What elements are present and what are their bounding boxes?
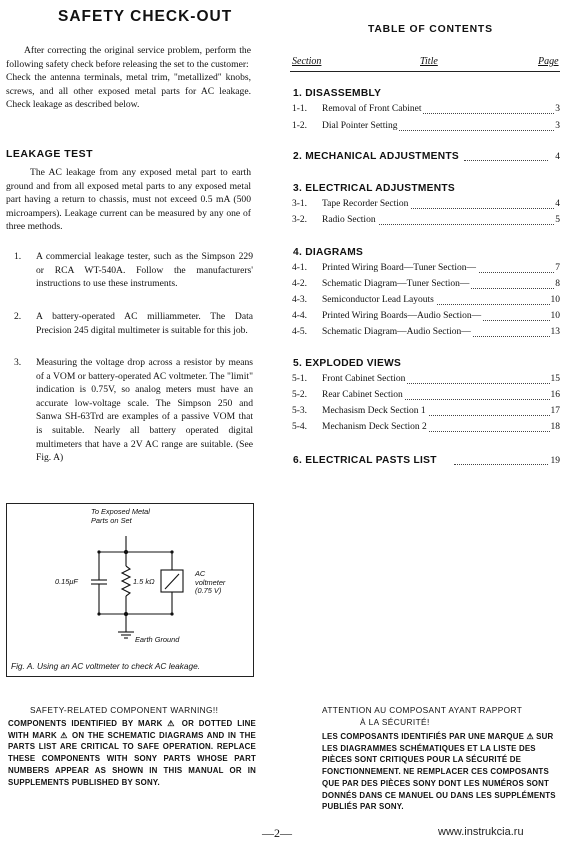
toc-entry-number: 1-2.: [292, 121, 308, 131]
toc-entry-number: 5-4.: [292, 422, 308, 432]
toc-entry-title: Removal of Front Cabinet: [322, 104, 422, 114]
toc-entry: [292, 327, 560, 341]
toc-entry: [292, 121, 560, 135]
toc-leader-dots: [454, 464, 548, 465]
intro-text: [6, 44, 251, 112]
toc-entry-page: 13: [550, 327, 560, 337]
leakage-test-paragraph: The AC leakage from any exposed metal part to earth ground and from all exposed metal parts to any exposed metal part having a return to chassis, must not exceed 0.5 mA (500 microampers). Leakage current can be measured by any one of three methods.: [6, 167, 251, 233]
toc-entry: [292, 374, 560, 388]
toc-section-heading: 3. ELECTRICAL ADJUSTMENTS: [293, 183, 456, 194]
toc-entry-title: Printed Wiring Board—Tuner Section—: [322, 263, 476, 273]
earth-ground-label: Earth Ground: [135, 635, 180, 644]
toc-column-title: Title: [420, 56, 438, 67]
toc-entry: [292, 390, 560, 404]
toc-entry-title: Dial Pointer Setting: [322, 121, 398, 131]
voltmeter-label: [195, 570, 225, 596]
toc-entry-number: 3-2.: [292, 215, 308, 225]
toc-entry-number: 5-2.: [292, 390, 308, 400]
toc-entry-page: 10: [550, 311, 560, 321]
french-warning-title: ATTENTION AU COMPOSANT AYANT RAPPORT: [322, 705, 523, 715]
toc-entry-page: 18: [550, 422, 560, 432]
toc-entry-title: Semiconductor Lead Layouts: [322, 295, 434, 305]
toc-entry-title: Mechasism Deck Section 1: [322, 406, 426, 416]
toc-entry-page: 3: [555, 121, 560, 131]
toc-entry-title: Schematic Diagram—Tuner Section—: [322, 279, 470, 289]
safety-warning-body: COMPONENTS IDENTIFIED BY MARK ⚠ OR DOTTED LINE WITH MARK ⚠ ON THE SCHEMATIC DIAGRAMS AND IN THE PARTS LIST ARE CRITICAL TO SAFE OPERATION. REPLACE THESE COMPONENTS WITH SONY PARTS WHOSE PART NUMBERS APPEAR AS SHOWN IN THIS MANUAL OR IN SUPPLEMENTS PUBLISHED BY SONY.: [8, 719, 256, 787]
toc-entry: [292, 215, 560, 229]
toc-section-page-row: [292, 454, 560, 469]
toc-entry: [292, 279, 560, 293]
intro-paragraph-1: After correcting the original service problem, perform the following safety check before releasing the set to the customer:: [6, 45, 251, 70]
toc-entry-title: Printed Wiring Boards—Audio Section—: [322, 311, 482, 321]
intro-paragraph-2: Check the antenna terminals, metal trim, "metallized" knobs, screws, and all other exposed metal parts for AC leakage. Check leakage as described below.: [6, 72, 251, 111]
method-text: A battery-operated AC milliammeter. The Data Precision 245 digital multimeter is suitable for this job.: [36, 311, 253, 336]
leakage-test-heading: LEAKAGE TEST: [6, 148, 94, 160]
toc-entry-title: Mechanism Deck Section 2: [322, 422, 427, 432]
page-title: SAFETY CHECK-OUT: [58, 8, 233, 25]
toc-entry-number: 5-1.: [292, 374, 308, 384]
capacitor-label: 0.15μF: [55, 577, 78, 586]
voltmeter-label-value: (0.75 V): [195, 586, 222, 595]
voltmeter-label-name: voltmeter: [195, 577, 226, 587]
toc-section-heading: 6. ELECTRICAL PASTS LIST: [293, 455, 437, 466]
toc-entry-number: 4-2.: [292, 279, 308, 289]
toc-entry: [292, 263, 560, 277]
toc-entry-page: 4: [555, 199, 560, 209]
toc-entry-page: 17: [550, 406, 560, 416]
toc-entry-page: 15: [550, 374, 560, 384]
toc-entry: [292, 295, 560, 309]
method-number: 2.: [14, 311, 22, 322]
safety-warning-title: SAFETY-RELATED COMPONENT WARNING!!: [30, 705, 219, 715]
toc-section-heading: 1. DISASSEMBLY: [293, 88, 382, 99]
toc-column-page: Page: [538, 56, 559, 67]
french-warning-subtitle: À LA SÉCURITÉ!: [360, 717, 430, 727]
toc-entry-page: 7: [555, 263, 560, 273]
toc-section-heading: 4. DIAGRAMS: [293, 247, 364, 258]
voltmeter-label-ac: AC: [195, 569, 206, 578]
toc-section-page-row: [292, 150, 560, 165]
toc-column-section: Section: [292, 56, 322, 67]
toc-entry-number: 4-3.: [292, 295, 308, 305]
toc-entry-title: Front Cabinet Section: [322, 374, 406, 384]
figure-caption: Fig. A. Using an AC voltmeter to check AC leakage.: [11, 661, 201, 671]
toc-entry-page: 5: [555, 215, 560, 225]
probe-label-line-2: Parts on Set: [91, 515, 132, 525]
method-text: Measuring the voltage drop across a resistor by means of a VOM or battery-operated AC voltmeter. The "limit" indication is 0.75V, so analog meters must have an accurate low-voltage scale. The Simpson 250 and Sanwa SH-63Trd are examples of a passive VOM that is suitable. Nearly all battery operated digital multimeters that have a 2V AC range are suitable. (See Fig. A): [36, 357, 253, 464]
probe-label-line-1: To Exposed Metal: [91, 507, 150, 516]
toc-entry-number: 4-1.: [292, 263, 308, 273]
toc-entry-page: 3: [555, 104, 560, 114]
resistor-label: 1.5 kΩ: [133, 577, 155, 586]
toc-entry: [292, 104, 560, 118]
french-warning-body: LES COMPOSANTS IDENTIFIÉS PAR UNE MARQUE ⚠ SUR LES DIAGRAMMES SCHÉMATIQUES ET LA LISTE DES PIÈCES SONT CRITIQUES POUR LA SÉCURITÉ DE FONCTIONNEMENT. NE REMPLACER CES COMPOSANTS QUE PAR DES PIÈCES SONY DONT LES NUMÉROS SONT DONNÉS DANS CE MANUEL OU DANS LES SUPPLÉMENTS PUBLIÉS PAR SONY.: [322, 732, 556, 812]
toc-entry-page: 10: [550, 295, 560, 305]
toc-entry-title: Schematic Diagram—Audio Section—: [322, 327, 471, 337]
method-number: 3.: [14, 357, 22, 368]
toc-entry-page: 4: [555, 152, 560, 162]
toc-section-heading: 2. MECHANICAL ADJUSTMENTS: [293, 151, 459, 162]
toc-title: TABLE OF CONTENTS: [368, 24, 493, 35]
toc-leader-dots: [464, 160, 548, 161]
toc-entry-title: Radio Section: [322, 215, 376, 225]
method-number: 1.: [14, 251, 22, 262]
toc-entry-number: 3-1.: [292, 199, 308, 209]
toc-divider: [290, 71, 560, 72]
toc-entry-page: 8: [555, 279, 560, 289]
toc-entry-title: Rear Cabinet Section: [322, 390, 403, 400]
toc-entry: [292, 406, 560, 420]
toc-entry-number: 4-5.: [292, 327, 308, 337]
figure-a-circuit: [6, 503, 254, 677]
probe-label: [91, 508, 150, 525]
toc-entry-number: 1-1.: [292, 104, 308, 114]
toc-entry-number: 4-4.: [292, 311, 308, 321]
toc-entry: [292, 311, 560, 325]
toc-entry: [292, 422, 560, 436]
toc-entry: [292, 199, 560, 213]
watermark: www.instrukcia.ru: [438, 826, 524, 838]
toc-entry-title: Tape Recorder Section: [322, 199, 409, 209]
toc-entry-page: 19: [550, 456, 560, 466]
page-number: —2—: [262, 826, 292, 840]
toc-entry-number: 5-3.: [292, 406, 308, 416]
method-text: A commercial leakage tester, such as the Simpson 229 or RCA WT-540A. Follow the manufacturers' instructions to use these instruments.: [36, 251, 253, 290]
toc-section-heading: 5. EXPLODED VIEWS: [293, 358, 402, 369]
toc-entry-page: 16: [550, 390, 560, 400]
